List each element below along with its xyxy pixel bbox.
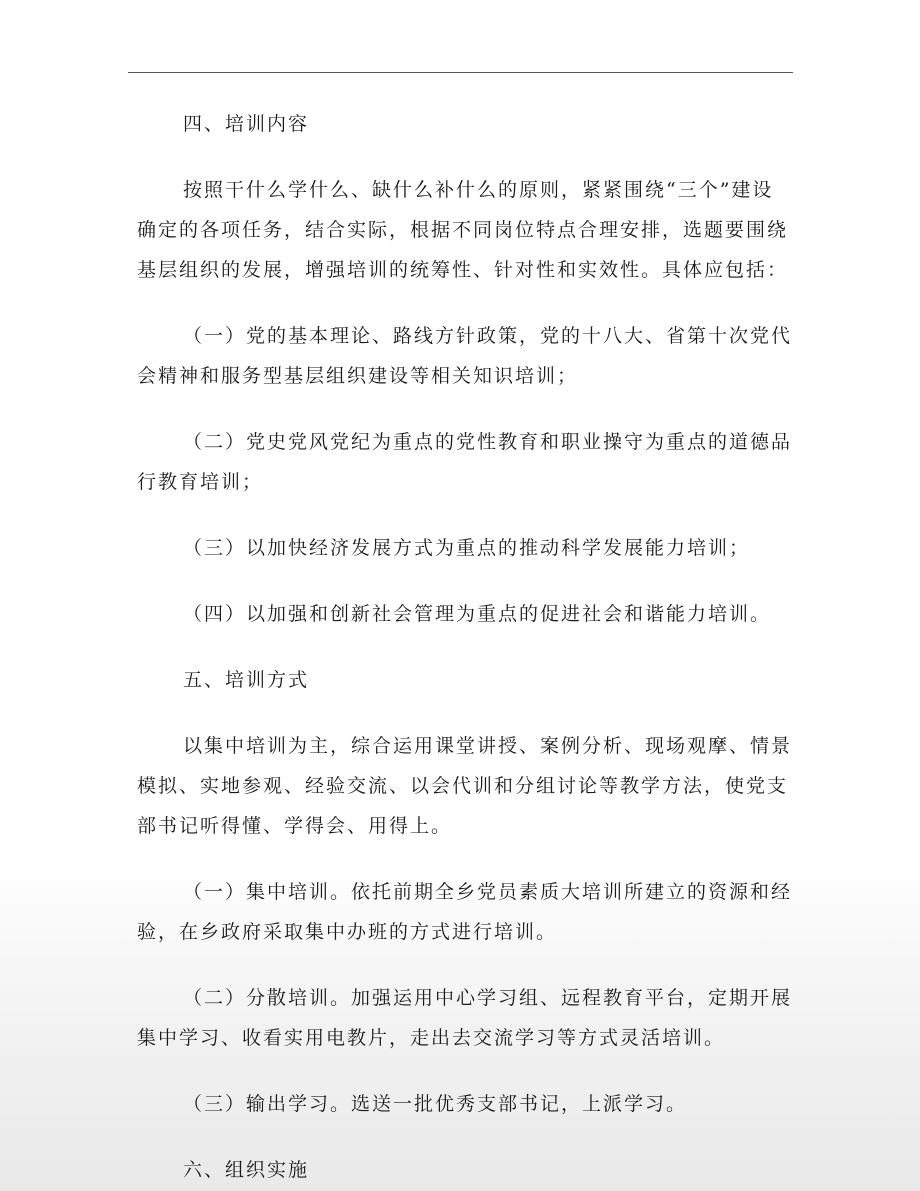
paragraph-item-4 — [137, 594, 787, 634]
text-line: 会精神和服务型基层组织建设等相关知识培训； — [137, 365, 579, 387]
text-line: 行教育培训； — [137, 471, 264, 493]
text-line: 基层组织的发展，增强培训的统筹性、针对性和实效性。具体应包括： — [137, 259, 789, 281]
text-line: （三）输出学习。选送一批优秀支部书记，上派学习。 — [183, 1093, 688, 1115]
section-heading-5: 五、培训方式 — [183, 669, 310, 691]
text-line: 确定的各项任务，结合实际，根据不同岗位特点合理安排，选题要围绕 — [137, 219, 789, 241]
header-rule — [128, 72, 793, 73]
text-line: （四）以加强和创新社会管理为重点的促进社会和谐能力培训。 — [183, 603, 772, 625]
paragraph-item-2 — [137, 422, 793, 502]
text-line: 按照干什么学什么、缺什么补什么的原则，紧紧围绕“三个”建设 — [183, 179, 774, 201]
text-line: （二）党史党风党纪为重点的党性教育和职业操守为重点的道德品 — [183, 431, 793, 453]
text-line: （一）党的基本理论、路线方针政策，党的十八大、省第十次党代 — [183, 325, 793, 347]
text-line: 以集中培训为主，综合运用课堂讲授、案例分析、现场观摩、情景 — [183, 735, 793, 757]
text-line: （一）集中培训。依托前期全乡党员素质大培训所建立的资源和经 — [183, 881, 793, 903]
text-line: 验，在乡政府采取集中办班的方式进行培训。 — [137, 921, 558, 943]
paragraph-training-methods — [137, 726, 793, 846]
paragraph-item-3 — [137, 528, 787, 568]
paragraph-method-2 — [137, 978, 793, 1058]
paragraph-training-principle — [137, 170, 787, 290]
text-line: （三）以加快经济发展方式为重点的推动科学发展能力培训； — [183, 537, 751, 559]
text-line: （二）分散培训。加强运用中心学习组、远程教育平台，定期开展 — [183, 987, 793, 1009]
text-line: 部书记听得懂、学得会、用得上。 — [137, 815, 453, 837]
section-heading-6: 六、组织实施 — [183, 1159, 310, 1181]
section-heading-4: 四、培训内容 — [183, 113, 310, 135]
paragraph-item-1 — [137, 316, 793, 396]
paragraph-method-1 — [137, 872, 793, 952]
paragraph-method-3 — [137, 1084, 787, 1124]
document-body — [137, 104, 793, 1190]
text-line: 模拟、实地参观、经验交流、以会代训和分组讨论等教学方法，使党支 — [137, 775, 789, 797]
text-line: 集中学习、收看实用电教片，走出去交流学习等方式灵活培训。 — [137, 1027, 726, 1049]
